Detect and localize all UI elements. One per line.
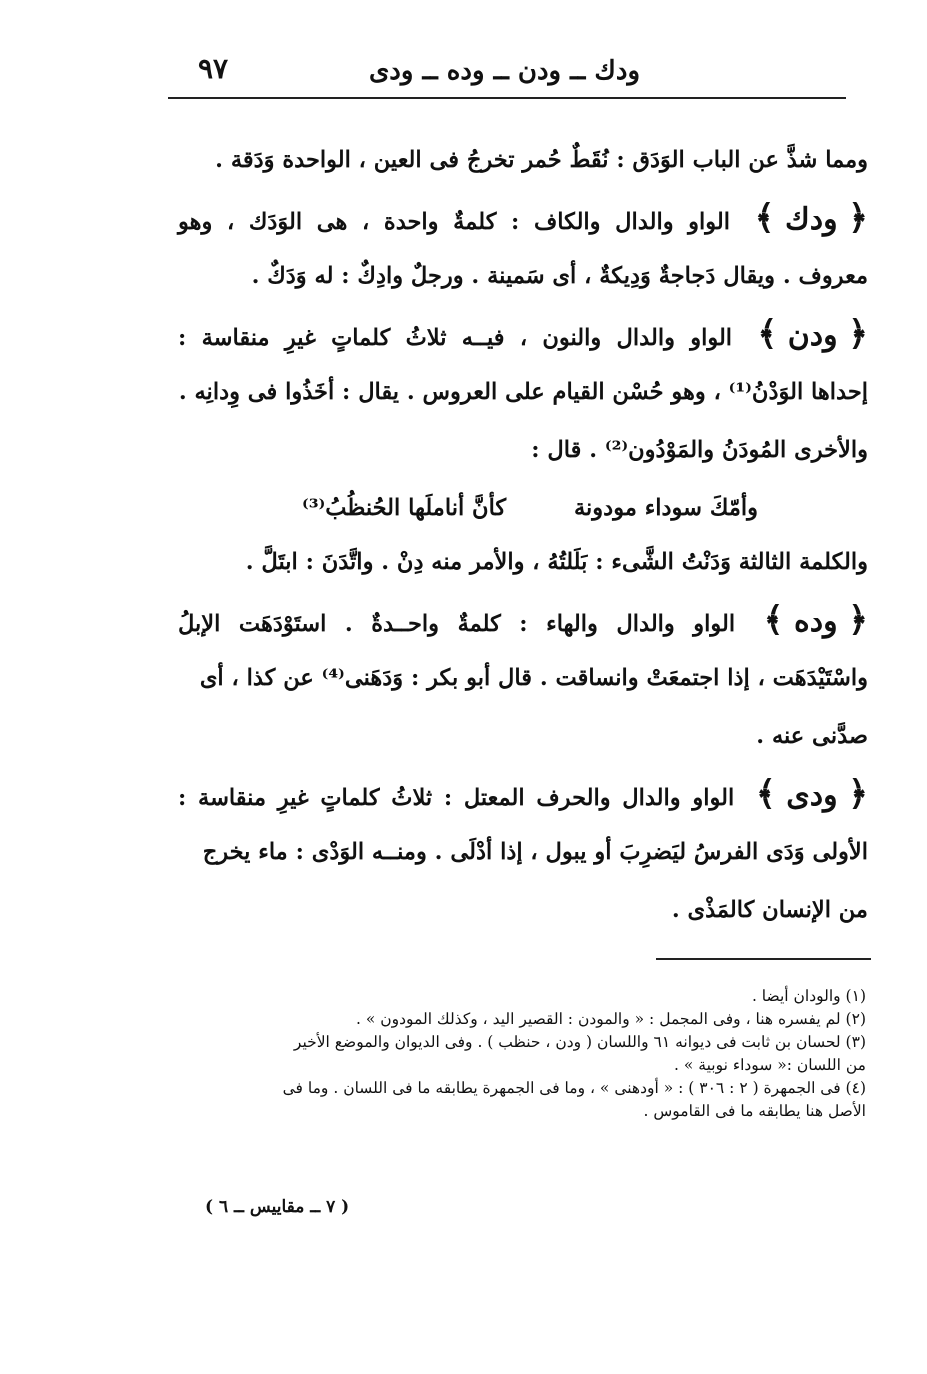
entry-heading-wdy: ﴿ ودى ﴾ bbox=[755, 774, 868, 814]
entry-wdn-line-4: والكلمة الثالثة وَدَنْتُ الشَّىء : بَلَلتُهُ ، والأمر منه دِنْ . واتَّدَنَ : ابتَلَّ . bbox=[245, 549, 868, 575]
entry-wdy-line-1: ﴿ ودى ﴾ الواو والدال والحرف المعتل : ثلاثُ كلماتٍ غيرِ منقاسة : bbox=[178, 772, 868, 830]
entry-wdh-line-3: صدَّنى عنه . bbox=[756, 723, 868, 749]
footnote-1: (١) والودان أيضا . bbox=[751, 987, 866, 1005]
running-title: ودك ــ ودن ــ وده ــ ودى bbox=[368, 56, 640, 86]
entry-wdn-line-2: إحداها الوَدْنُ⁽¹⁾ ، وهو حُسْن القيام على العروس . يقال : أخَذُوا فى وِدانِه . bbox=[178, 379, 868, 405]
page-header bbox=[170, 52, 845, 92]
header-rule bbox=[168, 97, 846, 99]
intro-line: ومما شذَّ عن الباب الوَدَق : نُقَطٌ حُمر تخرجُ فى العين ، الواحدة وَدَقة . bbox=[215, 147, 868, 173]
entry-heading-wdh: ﴿ وده ﴾ bbox=[763, 600, 868, 640]
footnote-2: (٢) لم يفسره هنا ، وفى المجمل : « والمودن : القصير اليد ، وكذلك المودون » . bbox=[355, 1010, 866, 1028]
footnote-4: (٤) فى الجمهرة ( ٢ : ٣٠٦ ) : « أودهنى » ، وما فى الجمهرة يطابقه ما فى اللسان . وما فى bbox=[282, 1079, 866, 1097]
entry-heading-wdn: ﴿ ودن ﴾ bbox=[757, 314, 868, 354]
verse-first-hemistich: وأمّكَ سوداء مودونة bbox=[573, 495, 758, 521]
poetry-verse bbox=[178, 486, 868, 540]
verse-second-hemistich: كأنَّ أناملَها الحُنظُبُ⁽³⁾ bbox=[302, 495, 507, 521]
main-text bbox=[178, 138, 868, 946]
entry-wdk-line-1: ﴿ ودك ﴾ الواو والدال والكاف : كلمةٌ واحدة ، هى الوَدَك ، وهو bbox=[178, 196, 868, 254]
footnotes bbox=[186, 985, 866, 1123]
printer-signature: ( ٧ ــ مقاييس ــ ٦ ) bbox=[205, 1197, 350, 1217]
entry-wdn-line-3: والأخرى المُودَنُ والمَوْدُون⁽²⁾ . قال : bbox=[531, 437, 868, 463]
entry-wdh-line-2: واسْتَيْدَهَت ، إذا اجتمعَتْ وانساقت . قال أبو بكر : وَدَهَنى⁽⁴⁾ عن كذا ، أى bbox=[199, 665, 868, 691]
entry-wdn-line-1: ﴿ ودن ﴾ الواو والدال والنون ، فيــه ثلاثُ كلماتٍ غيرِ منقاسة : bbox=[178, 312, 868, 370]
entry-wdy-line-3: من الإنسان كالمَذْى . bbox=[671, 897, 868, 923]
entry-wdy-line-2: الأولى وَدَى الفرسُ ليَضرِبَ أو يبول ، إذا أدْلَى . ومنــه الوَدْى : ماء يخرج bbox=[202, 839, 868, 865]
page-number: ٩٧ bbox=[198, 52, 229, 85]
footnote-3-continued: من اللسان :« سوداء نوبية » . bbox=[674, 1056, 866, 1074]
footnote-4-continued: الأصل هنا يطابقه ما فى القاموس . bbox=[643, 1102, 866, 1120]
footnote-rule bbox=[656, 958, 871, 960]
entry-wdh-line-1: ﴿ وده ﴾ الواو والدال والهاء : كلمةٌ واحــدةٌ . استَوْدَهَت الإبلُ bbox=[178, 598, 868, 656]
footnote-3: (٣) لحسان بن ثابت فى ديوانه ٦١ واللسان ( ودن ، حنظب ) . وفى الديوان والموضع الأخير bbox=[293, 1033, 866, 1051]
entry-heading-wdk: ﴿ ودك ﴾ bbox=[754, 198, 868, 238]
entry-wdk-line-2: معروف . ويقال دَجاجةٌ وَدِيكةٌ ، أى سَمينة . ورجلٌ وادِكٌ : له وَدَكٌ . bbox=[251, 263, 868, 289]
